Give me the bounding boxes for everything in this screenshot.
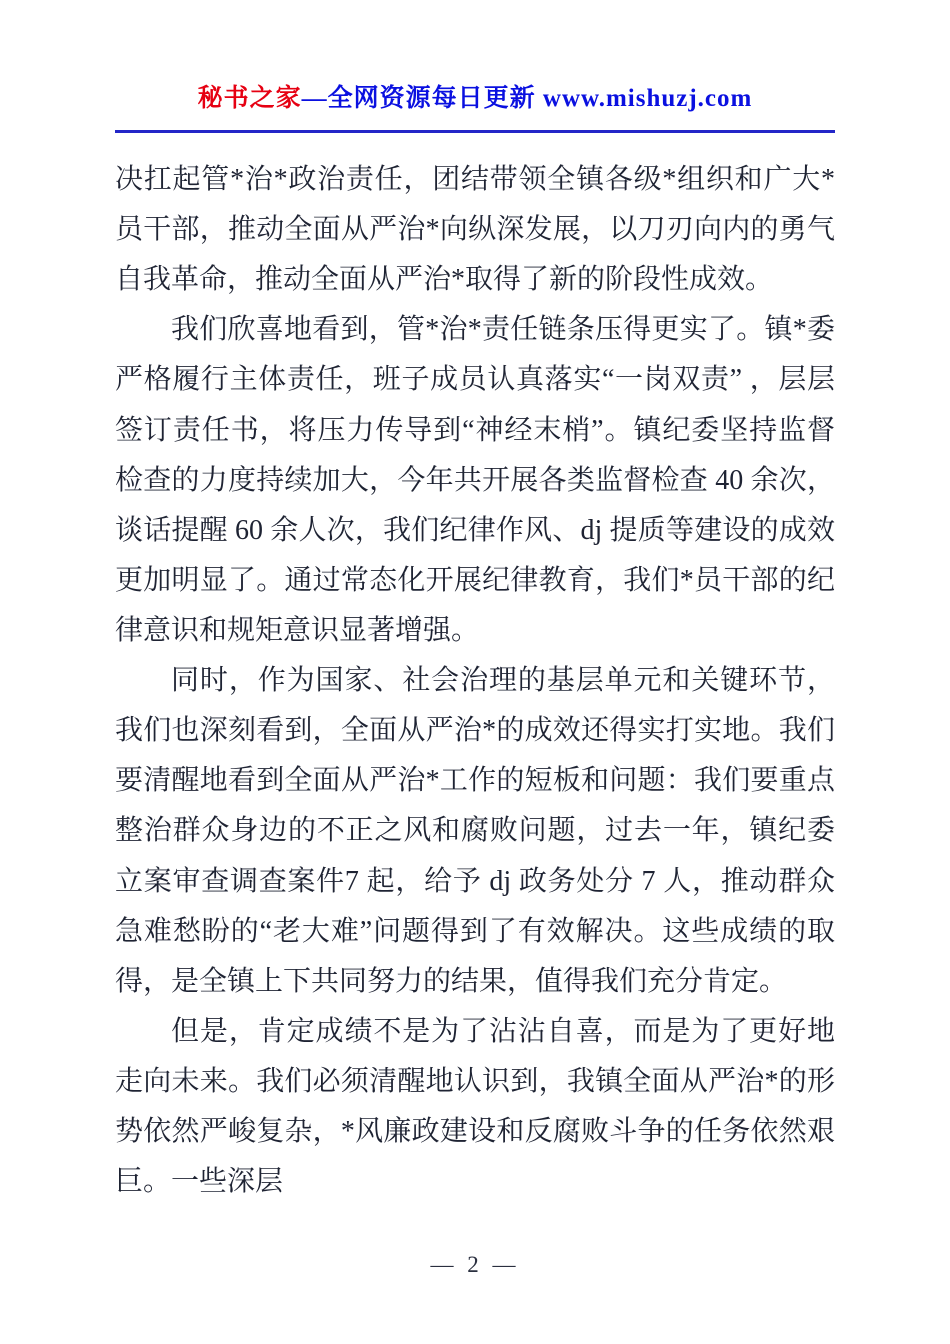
paragraph: 我们欣喜地看到，管*治*责任链条压得更实了。镇*委严格履行主体责任，班子成员认真落实“一岗双责” ，层层签订责任书，将压力传导到“神经末梢”。镇纪委坚持监督检查的力度持续加大，今年共开展各类监督检查 40 余次，谈话提醒 60 余人次，我们纪律作风、dj 提质等建设的成效更加明显了。通过常态化开展纪律教育，我们*员干部的纪律意识和规矩意识显著增强。 xyxy=(115,314,835,646)
site-header xyxy=(115,78,835,133)
paragraph: 决扛起管*治*政治责任，团结带领全镇各级*组织和广大*员干部，推动全面从严治*向纵深发展，以刀刃向内的勇气自我革命，推动全面从严治*取得了新的阶段性成效。 xyxy=(115,164,835,296)
paragraph: 同时，作为国家、社会治理的基层单元和关键环节，我们也深刻看到，全面从严治*的成效还得实打实地。我们要清醒地看到全面从严治*工作的短板和问题：我们要重点整治群众身边的不正之风和腐败问题，过去一年，镇纪委立案审查调查案件7 起，给予 dj 政务处分 7 人，推动群众急难愁盼的“老大难”问题得到了有效解决。这些成绩的取得，是全镇上下共同努力的结果，值得我们充分肯定。 xyxy=(115,665,835,997)
document-body xyxy=(115,155,835,1207)
page-number: — 2 — xyxy=(430,1252,520,1277)
paragraph: 但是，肯定成绩不是为了沾沾自喜，而是为了更好地走向未来。我们必须清醒地认识到，我镇全面从严治*的形势依然严峻复杂，*风廉政建设和反腐败斗争的任务依然艰巨。一些深层 xyxy=(115,1015,835,1198)
site-tagline: —全网资源每日更新 www.mishuzj.com xyxy=(301,85,753,112)
site-brand: 秘书之家 xyxy=(197,85,302,112)
